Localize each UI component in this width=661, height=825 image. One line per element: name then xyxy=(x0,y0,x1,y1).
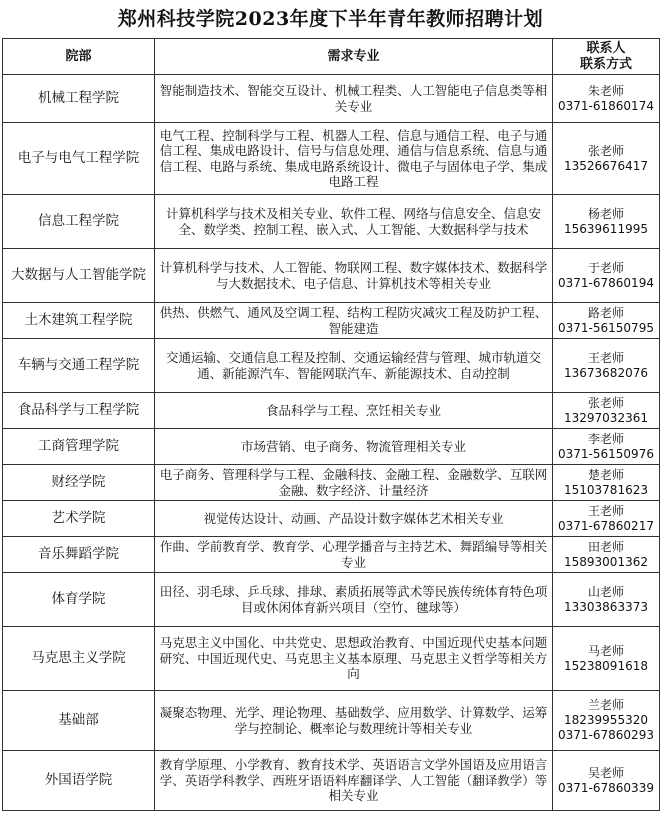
contact-phone: 18239955320 xyxy=(564,713,648,727)
table-row xyxy=(3,393,660,429)
contact-phone: 15639611995 xyxy=(564,221,648,236)
major-cell: 食品科学与工程、烹饪相关专业 xyxy=(155,393,553,429)
college-cell: 体育学院 xyxy=(3,573,155,627)
contact-phone: 13526676417 xyxy=(564,158,648,173)
contact-name: 朱老师 xyxy=(587,83,624,98)
contact-name: 李老师 xyxy=(587,431,624,446)
college-cell: 基础部 xyxy=(3,691,155,751)
college-cell: 外国语学院 xyxy=(3,751,155,811)
table-header-row xyxy=(3,39,660,75)
major-cell: 计算机科学与技术及相关专业、软件工程、网络与信息安全、信息安全、数学类、控制工程、嵌入式、人工智能、大数据科学与技术 xyxy=(155,195,553,249)
contact-name: 张老师 xyxy=(587,395,624,410)
contact-cell xyxy=(553,465,660,501)
major-cell: 田径、羽毛球、乒乓球、排球、素质拓展等武术等民族传统体育特色项目或休闲体育新兴项目（空竹、毽球等） xyxy=(155,573,553,627)
major-cell: 计算机科学与技术、人工智能、物联网工程、数字媒体技术、数据科学与大数据技术、电子信息、计算机技术等相关专业 xyxy=(155,249,553,303)
contact-phone: 13673682076 xyxy=(564,365,648,380)
contact-phone: 0371-61860174 xyxy=(558,98,654,113)
contact-cell xyxy=(553,393,660,429)
college-cell: 车辆与交通工程学院 xyxy=(3,339,155,393)
contact-phone: 0371-56150976 xyxy=(558,446,654,461)
contact-name: 吴老师 xyxy=(587,765,624,780)
major-cell: 教育学原理、小学教育、教育技术学、英语语言文学外国语及应用语言学、英语学科教学、西班牙语语料库翻译学、人工智能（翻译教学）等相关专业 xyxy=(155,751,553,811)
contact-cell xyxy=(553,537,660,573)
page-title: 郑州科技学院2023年度下半年青年教师招聘计划 xyxy=(117,8,544,30)
contact-cell xyxy=(553,627,660,691)
header-college: 院部 xyxy=(3,39,155,75)
contact-phone: 0371-56150795 xyxy=(558,320,654,335)
contact-phone-secondary: 0371-67860293 xyxy=(558,728,654,742)
contact-phone: 0371-67860217 xyxy=(558,518,654,533)
table-row xyxy=(3,627,660,691)
contact-phone: 15103781623 xyxy=(564,482,648,497)
header-contact-person: 联系人 xyxy=(586,40,626,56)
contact-name: 路老师 xyxy=(587,305,624,320)
contact-name: 杨老师 xyxy=(587,206,624,221)
contact-cell xyxy=(553,75,660,123)
contact-phone: 15238091618 xyxy=(564,658,648,673)
contact-name: 张老师 xyxy=(587,143,624,158)
table-row xyxy=(3,429,660,465)
contact-cell xyxy=(553,339,660,393)
major-cell: 电气工程、控制科学与工程、机器人工程、信息与通信工程、电子与通信工程、集成电路设计、信号与信息处理、通信与信息系统、信息与通信工程、电路与系统、集成电路系统设计、微电子与固体电子学、集成电路工程 xyxy=(155,123,553,195)
table-row xyxy=(3,123,660,195)
major-cell: 作曲、学前教育学、教育学、心理学播音与主持艺术、舞蹈编导等相关专业 xyxy=(155,537,553,573)
table-row xyxy=(3,195,660,249)
contact-phone: 0371-67860194 xyxy=(558,275,654,290)
college-cell: 工商管理学院 xyxy=(3,429,155,465)
header-contact-method: 联系方式 xyxy=(579,56,632,72)
college-cell: 电子与电气工程学院 xyxy=(3,123,155,195)
contact-name: 田老师 xyxy=(587,539,624,554)
contact-name: 于老师 xyxy=(587,260,624,275)
table-row xyxy=(3,75,660,123)
major-cell: 凝聚态物理、光学、理论物理、基础数学、应用数学、计算数学、运筹学与控制论、概率论与数理统计等相关专业 xyxy=(155,691,553,751)
contact-name: 山老师 xyxy=(587,584,624,599)
college-cell: 机械工程学院 xyxy=(3,75,155,123)
contact-cell xyxy=(553,751,660,811)
contact-cell xyxy=(553,573,660,627)
table-row xyxy=(3,339,660,393)
table-row xyxy=(3,249,660,303)
recruitment-table xyxy=(2,38,660,811)
contact-cell xyxy=(553,691,660,751)
contact-cell xyxy=(553,249,660,303)
table-row xyxy=(3,537,660,573)
header-contact xyxy=(553,39,660,75)
major-cell: 电子商务、管理科学与工程、金融科技、金融工程、金融数学、互联网金融、数字经济、计量经济 xyxy=(155,465,553,501)
contact-cell xyxy=(553,501,660,537)
contact-cell xyxy=(553,195,660,249)
contact-phone: 15893001362 xyxy=(564,554,648,569)
college-cell: 食品科学与工程学院 xyxy=(3,393,155,429)
table-row xyxy=(3,465,660,501)
major-cell: 供热、供燃气、通风及空调工程、结构工程防灾减灾工程及防护工程、智能建造 xyxy=(155,303,553,339)
contact-name: 楚老师 xyxy=(587,467,624,482)
major-cell: 交通运输、交通信息工程及控制、交通运输经营与管理、城市轨道交通、新能源汽车、智能网联汽车、新能源技术、自动控制 xyxy=(155,339,553,393)
contact-phone: 0371-67860339 xyxy=(558,780,654,795)
contact-phone: 13297032361 xyxy=(564,410,648,425)
college-cell: 财经学院 xyxy=(3,465,155,501)
major-cell: 市场营销、电子商务、物流管理相关专业 xyxy=(155,429,553,465)
table-row xyxy=(3,573,660,627)
college-cell: 艺术学院 xyxy=(3,501,155,537)
contact-name: 王老师 xyxy=(587,503,624,518)
table-row xyxy=(3,691,660,751)
contact-name: 兰老师 xyxy=(587,698,624,712)
contact-name: 王老师 xyxy=(587,350,624,365)
college-cell: 大数据与人工智能学院 xyxy=(3,249,155,303)
contact-cell xyxy=(553,303,660,339)
contact-phone: 13303863373 xyxy=(564,599,648,614)
college-cell: 音乐舞蹈学院 xyxy=(3,537,155,573)
table-row xyxy=(3,303,660,339)
contact-cell xyxy=(553,429,660,465)
college-cell: 信息工程学院 xyxy=(3,195,155,249)
major-cell: 马克思主义中国化、中共党史、思想政治教育、中国近现代史基本问题研究、中国近现代史、马克思主义基本原理、马克思主义哲学等相关方向 xyxy=(155,627,553,691)
college-cell: 马克思主义学院 xyxy=(3,627,155,691)
contact-name: 马老师 xyxy=(587,643,624,658)
major-cell: 视觉传达设计、动画、产品设计数字媒体艺术相关专业 xyxy=(155,501,553,537)
contact-cell xyxy=(553,123,660,195)
table-row xyxy=(3,751,660,811)
major-cell: 智能制造技术、智能交互设计、机械工程类、人工智能电子信息类等相关专业 xyxy=(155,75,553,123)
header-major: 需求专业 xyxy=(155,39,553,75)
college-cell: 土木建筑工程学院 xyxy=(3,303,155,339)
table-row xyxy=(3,501,660,537)
